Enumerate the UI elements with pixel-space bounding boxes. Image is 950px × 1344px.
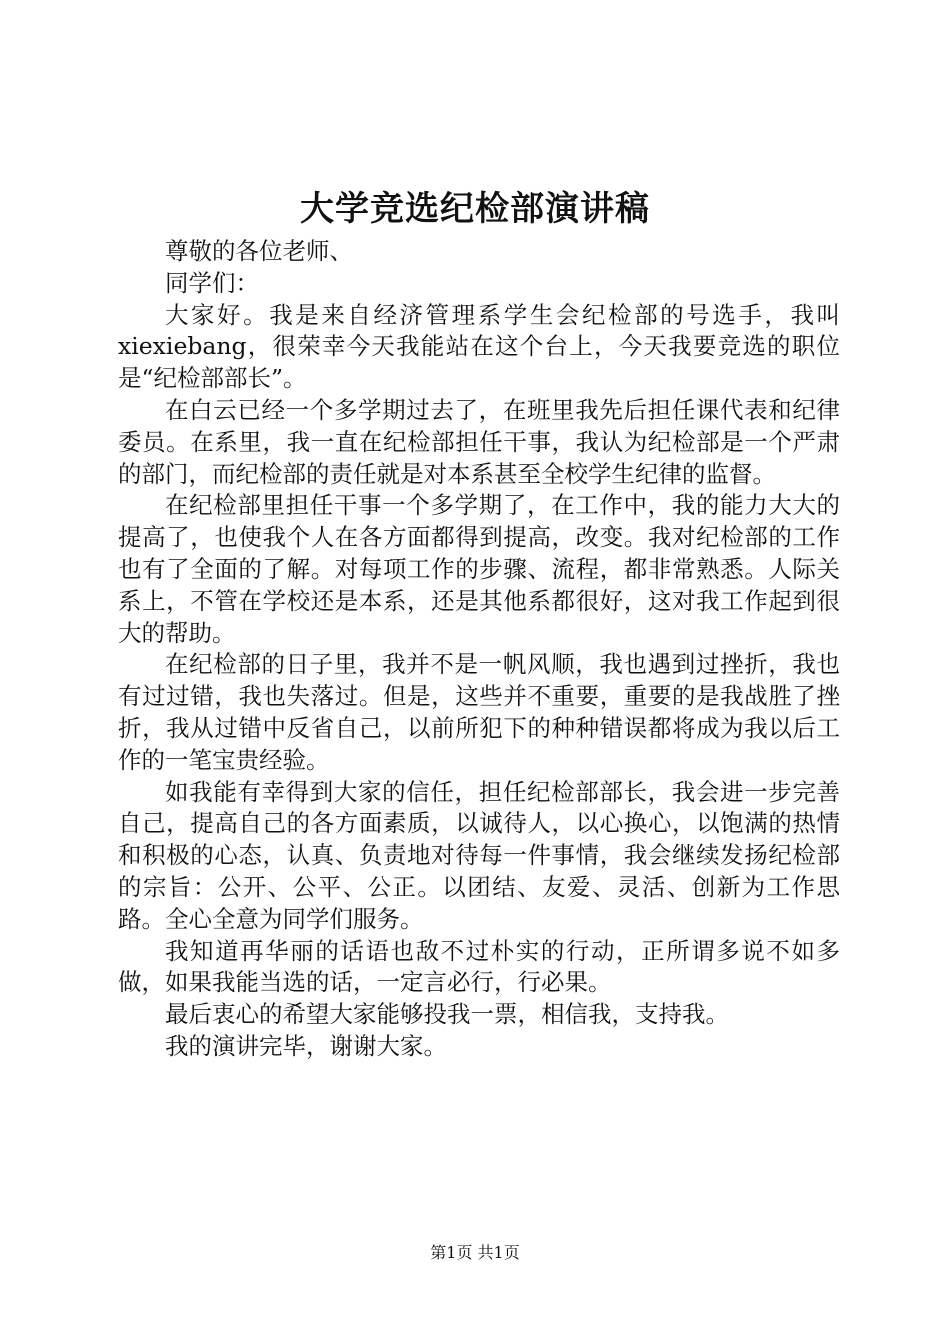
paragraph-salutation-1: 尊敬的各位老师、 (165, 237, 353, 265)
paragraph-action: 我知道再华丽的话语也敌不过朴实的行动，正所谓多说不如多做，如果我能当选的话，一定言必行，行必果。 (118, 936, 840, 997)
paragraph-salutation-2: 同学们： (165, 268, 259, 297)
document-title: 大学竞选纪检部演讲稿 (300, 189, 650, 229)
paragraph-background: 在白云已经一个多学期过去了，在班里我先后担任课代表和纪律委员。在系里，我一直在纪检部担任干事，我认为纪检部是一个严肃的部门，而纪检部的责任就是对本系甚至全校学生纪律的监督。 (118, 395, 840, 488)
paragraph-commitment: 如我能有幸得到大家的信任，担任纪检部部长，我会进一步完善自己，提高自己的各方面素质，以诚待人，以心换心，以饱满的热情和积极的心态，认真、负责地对待每一件事情，我会继续发扬纪检部的宗旨：公开、公平、公正。以团结、友爱、灵活、创新为工作思路。全心全意为同学们服务。 (118, 777, 840, 933)
paragraph-closing: 我的演讲完毕，谢谢大家。 (165, 1031, 447, 1060)
paragraph-challenges: 在纪检部的日子里，我并不是一帆风顺，我也遇到过挫折，我也有过过错，我也失落过。但是，这些并不重要，重要的是我战胜了挫折，我从过错中反省自己，以前所犯下的种种错误都将成为我以后工作的一笔宝贵经验。 (118, 650, 840, 774)
document-body (118, 236, 840, 1063)
paragraph-experience: 在纪检部里担任干事一个多学期了，在工作中，我的能力大大的提高了，也使我个人在各方面都得到提高，改变。我对纪检部的工作也有了全面的了解。对每项工作的步骤、流程，都非常熟悉。人际关系上，不管在学校还是本系，还是其他系都很好，这对我工作起到很大的帮助。 (118, 491, 840, 647)
paragraph-introduction: 大家好。我是来自经济管理系学生会纪检部的号选手，我叫xiexiebang，很荣幸今天我能站在这个台上，今天我要竞选的职位是“纪检部部长”。 (118, 300, 840, 393)
page-number-footer: 第1页 共1页 (430, 1243, 520, 1262)
paragraph-appeal: 最后衷心的希望大家能够投我一票，相信我，支持我。 (165, 1000, 729, 1029)
